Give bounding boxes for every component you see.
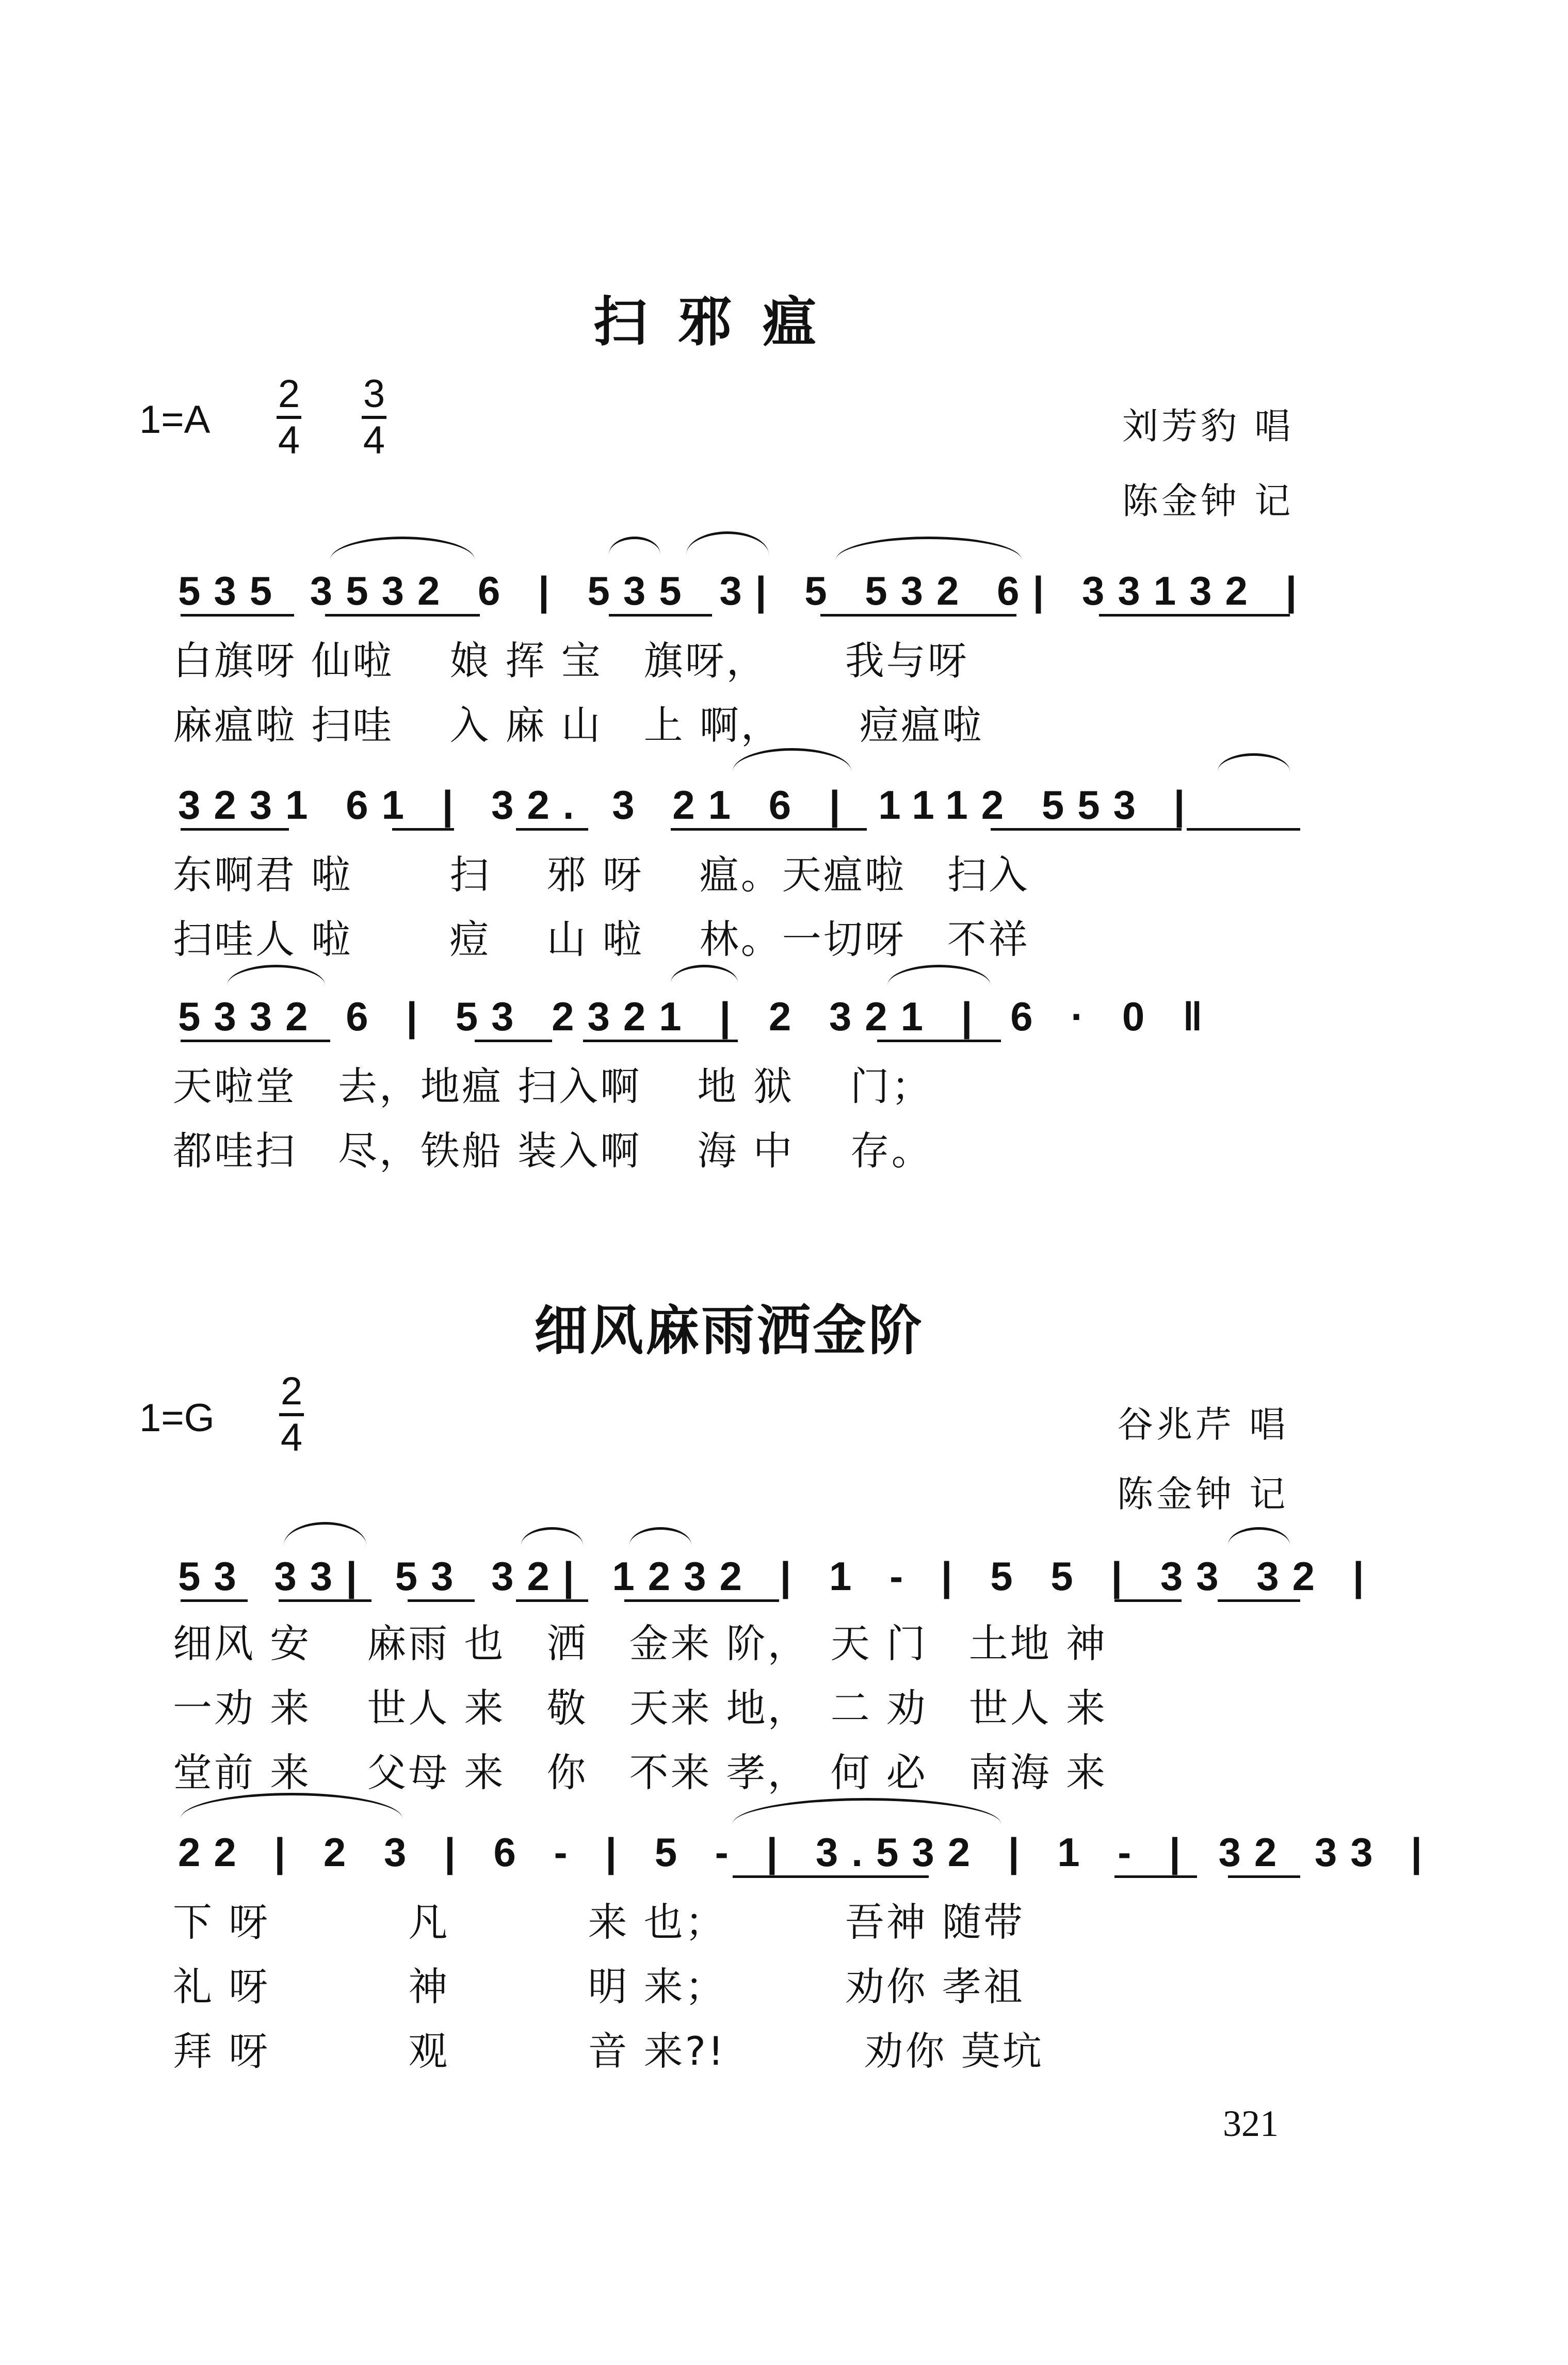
song1-meter-2-num: 3 (363, 372, 385, 416)
song2-lyrics-1-verse-1: 细风 安 麻雨 也 洒 金来 阶， 天 门 土地 神 (173, 1621, 1107, 1666)
page-number: 321 (1223, 2103, 1279, 2144)
song2-singer: 谷兆芹 唱 (1117, 1403, 1289, 1446)
song1-meter-1 (273, 372, 304, 462)
song1-notes-line-1: 535 3532 6 | 535 3| 5 532 6| 33132 | (178, 568, 1311, 613)
song2-title: 细风麻雨洒金阶 (534, 1299, 925, 1362)
song1-lyrics-2-verse-1: 东啊君 啦 扫 邪 呀 瘟。天瘟啦 扫入 (173, 852, 1030, 898)
song1-meter-1-den: 4 (278, 418, 300, 462)
song2-meter-den: 4 (280, 1416, 303, 1460)
song1-recorder: 陈金钟 记 (1122, 480, 1294, 522)
song2-lyrics-2-verse-3: 拜 呀 观 音 来?! 劝你 莫坑 (173, 2028, 1044, 2074)
song2-meter-num: 2 (280, 1369, 303, 1413)
song1-lyrics-2-verse-2: 扫哇人 啦 痘 山 啦 林。一切呀 不祥 (173, 916, 1030, 962)
song1-title: 扫邪瘟 (593, 290, 848, 353)
song2-key: 1=G (139, 1396, 215, 1440)
song1-meter-2 (359, 372, 390, 462)
song1-meter-2-den: 4 (363, 418, 385, 462)
song1-notes-line-3: 5332 6 | 53 2321 | 2 321 | 6 · 0 ‖ (178, 994, 1216, 1039)
song1-lyrics-3-verse-2: 都哇扫 尽，铁船 装入啊 海 中 存。 (173, 1128, 933, 1174)
song2-meter (276, 1370, 307, 1460)
song1-lyrics-3-verse-1: 天啦堂 去，地瘟 扫入啊 地 狱 门； (173, 1063, 933, 1109)
song2-lyrics-1-verse-2: 一劝 来 世人 来 敬 天来 地， 二 劝 世人 来 (173, 1685, 1107, 1731)
song1-meter-1-num: 2 (278, 372, 300, 416)
song2-recorder: 陈金钟 记 (1117, 1473, 1289, 1515)
song2-lyrics-2-verse-1: 下 呀 凡 来 也； 吾神 随带 (173, 1899, 1025, 1945)
song1-key: 1=A (139, 398, 211, 442)
song1-lyrics-1-verse-2: 麻瘟啦 扫哇 入 麻 山 上 啊， 痘瘟啦 (173, 702, 983, 748)
song2-notes-line-1: 53 33| 53 32| 1232 | 1 - | 5 5 | 33 32 | (178, 1553, 1378, 1599)
song2-lyrics-2-verse-2: 礼 呀 神 明 来； 劝你 孝祖 (173, 1964, 1025, 2010)
song2-notes-line-2: 22 | 2 3 | 6 - | 5 - | 3.532 | 1 - | 32 33 | (178, 1829, 1436, 1875)
song1-lyrics-1-verse-1: 白旗呀 仙啦 娘 挥 宝 旗呀， 我与呀 (173, 638, 969, 684)
song1-singer: 刘芳豹 唱 (1122, 405, 1294, 447)
song1-notes-line-2: 3231 61 | 32. 3 21 6 | 1112 553 | (178, 782, 1199, 828)
song2-lyrics-1-verse-3: 堂前 来 父母 来 你 不来 孝， 何 必 南海 来 (173, 1750, 1107, 1795)
